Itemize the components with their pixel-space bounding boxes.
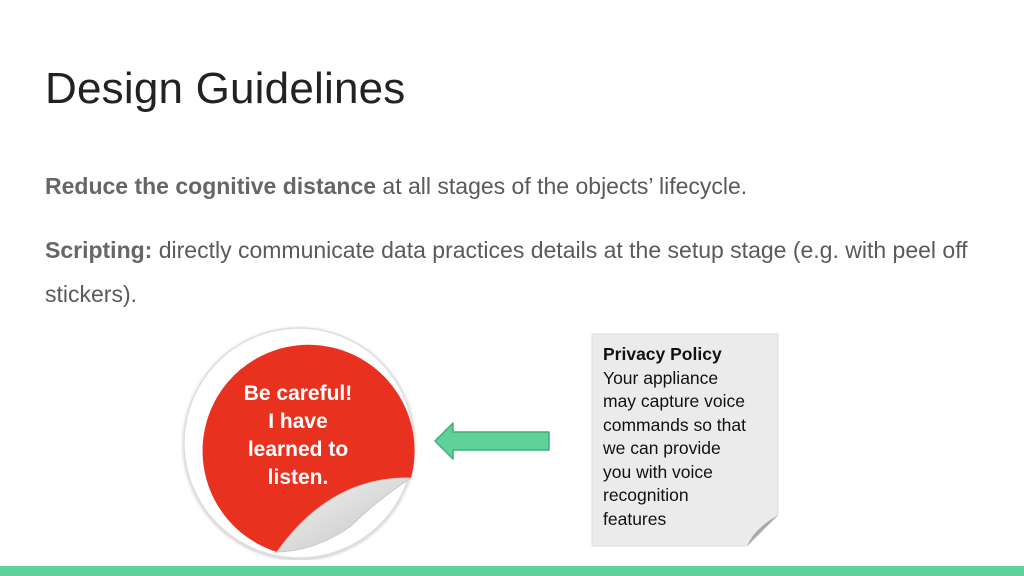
guideline-paragraph-1 [45,164,985,208]
privacy-policy-line: commands so that [603,414,746,435]
privacy-policy-line: may capture voice [603,391,746,411]
privacy-policy-line: you with voice [603,461,713,482]
privacy-policy-line: recognition [603,485,689,505]
privacy-policy-line: Your appliance [603,367,719,388]
sticker-line: Be careful! [243,382,353,405]
privacy-policy-title: Privacy Policy [603,344,722,364]
sticker-line: I have [268,410,328,433]
guideline-paragraph-2 [45,228,1005,316]
paragraph-1-rest: at all stages of the objects’ lifecycle. [376,173,748,199]
paragraph-2-bold: Scripting: [45,237,153,263]
sticker-line: listen. [267,466,329,489]
paragraph-2-rest: directly communicate data practices details at the setup stage (e.g. with peel off stickers). [45,237,968,307]
bottom-accent-bar [0,566,1024,576]
sticker-message [203,380,393,492]
sticker-line: learned to [247,438,349,461]
privacy-policy-note [603,343,773,531]
paragraph-1-bold: Reduce the cognitive distance [45,173,377,199]
privacy-policy-line: we can provide [603,438,721,458]
privacy-policy-line: features [603,508,667,529]
left-arrow-icon [433,421,551,461]
slide-title: Design Guidelines [45,64,406,113]
